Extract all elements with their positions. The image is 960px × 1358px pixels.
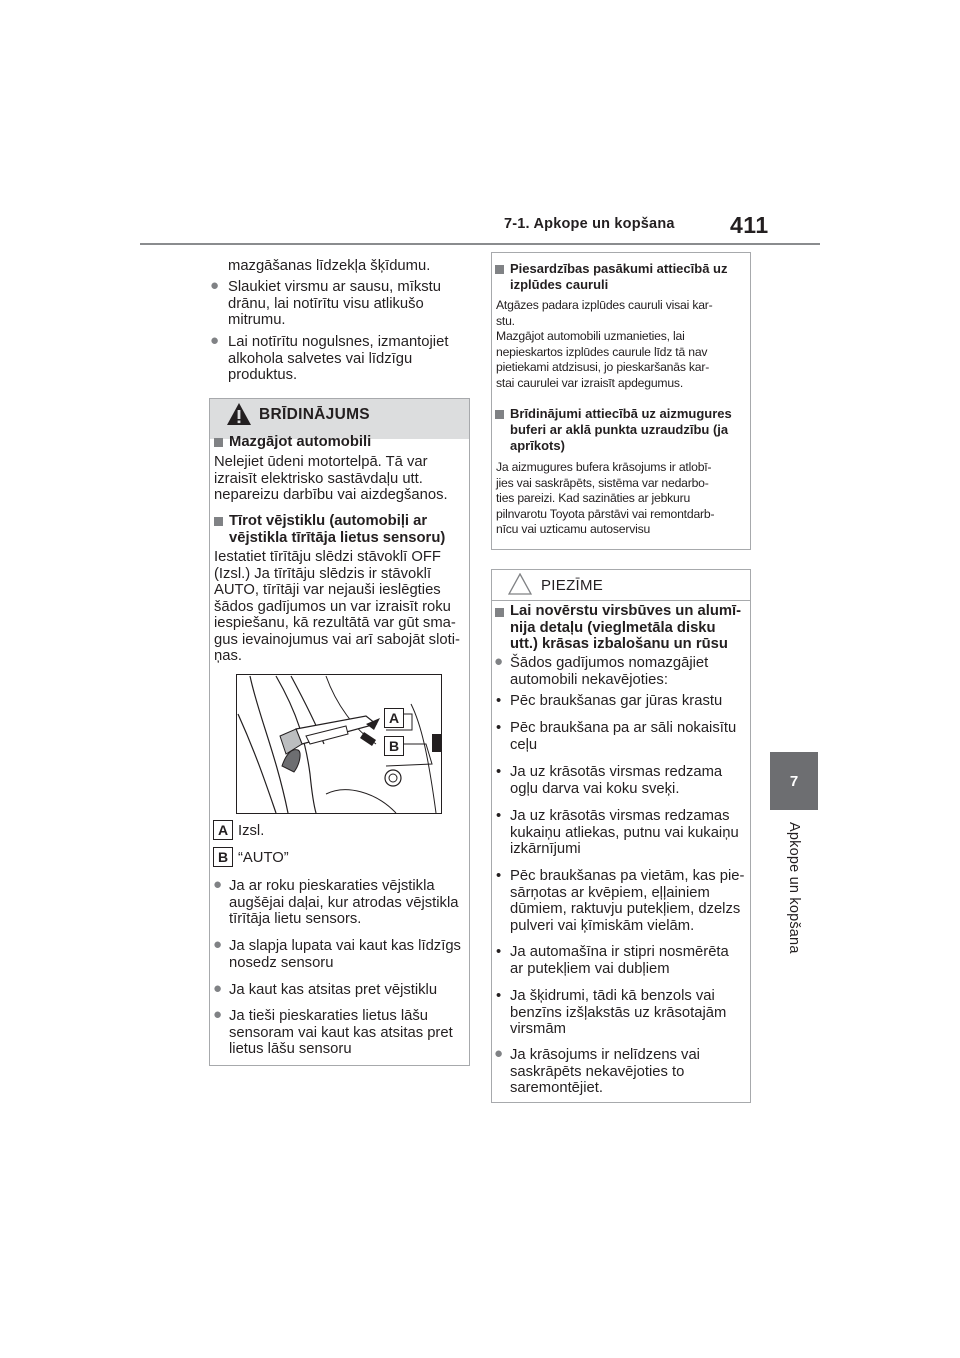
notice-section-title: Lai novērstu virsbūves un alumī- nija detaļu (vieglmetāla disku utt.) krāsas izbalošanu un rūsu [510,603,742,652]
bullet-dot: ● [213,936,223,953]
warning-sec1-body: Nelejiet ūdeni motortelpā. Tā var izraisīt elektrisko sastāvdaļu utt. nepareizu darbību vai aizdegšanos. [214,454,448,503]
section-square-icon [495,608,504,617]
legend-b-text: “AUTO” [238,850,289,866]
notice-item-5: Pēc braukšanas pa vietām, kas pie- sārņotas ar kvēpiem, eļļainiem dūmiem, raktuvju putekļiem, dzelzs pulveri vai ķīmiskām vielām. [510,868,745,934]
caution-sec2-body: Ja aizmugures bufera krāsojums ir atlobī- jies vai saskrāpēts, sistēma var nedarbo- ties pareizi. Kad sazināties ar jebkuru pilnvarotu Toyota pārstāvi vai remontdarb- nīcu vai uzticamu autoservisu [496,460,715,536]
left-bullet-2: Lai notīrītu nogulsnes, izmantojiet alkohola salvetes vai līdzīgu produktus. [228,334,449,383]
page-number: 411 [730,212,769,238]
notice-bullet-1: Šādos gadījumos nomazgājiet automobili nekavējoties: [510,655,709,688]
left-bullet-1: Slaukiet virsmu ar sausu, mīkstu drānu, lai notīrītu visu atlikušo mitrumu. [228,279,441,328]
notice-item-1: Pēc braukšanas gar jūras krastu [510,693,723,709]
warning-sec2-title: Tīrot vējstiklu (automobiļi ar vējstikla tīrītāja lietus sensoru) [229,513,446,546]
bullet-dot: ● [213,980,223,997]
warning-bullet-1: Ja ar roku pieskaraties vējstikla augšējai daļai, kur atrodas vējstikla tīrītāja lietu sensors. [229,878,459,927]
header-rule [140,243,820,245]
callout-b: B [384,736,404,756]
intro-line: mazgāšanas līdzekļa šķīdumu. [228,258,431,274]
section-square-icon [495,265,504,274]
section-square-icon [214,517,223,526]
section-square-icon [495,410,504,419]
section-title: 7-1. Apkope un kopšana [504,216,675,232]
chapter-title: Apkope un kopšana [786,822,802,954]
notice-item-dot: • [496,868,502,884]
notice-bullet-2: Ja krāsojums ir nelīdzens vai saskrāpēts nekavējoties to saremontējiet. [510,1047,700,1096]
notice-item-dot: • [496,808,502,824]
notice-item-dot: • [496,720,502,736]
notice-item-dot: • [496,764,502,780]
warning-bullet-3: Ja kaut kas atsitas pret vējstiklu [229,982,438,998]
bullet-dot: ● [494,653,504,670]
legend-a-badge: A [213,820,233,840]
notice-triangle-icon [508,573,532,595]
warning-triangle-icon [226,402,252,426]
chapter-title-vertical [786,822,808,982]
notice-item-7: Ja šķidrumi, tādi kā benzols vai benzīns izšļakstās uz krāsotajām virsmām [510,988,727,1037]
notice-item-2: Pēc braukšana pa ar sāli nokaisītu ceļu [510,720,737,753]
warning-bullet-2: Ja slapja lupata vai kaut kas līdzīgs nosedz sensoru [229,938,461,971]
section-square-icon [214,438,223,447]
caution-sec1-body: Atgāzes padara izplūdes cauruli visai kar- stu. Mazgājot automobili uzmanieties, lai nepieskartos izplūdes caurule līdz tā nav pietiekami atdzisusi, jo pieskaršanās kar- stai caurulei var izraisīt apdegumus. [496,298,713,390]
caution-sec2-title: Brīdinājumi attiecībā uz aizmugures buferi ar aklā punkta uzraudzību (ja aprīkots) [510,406,732,453]
notice-heading: PIEZĪME [541,577,604,594]
notice-item-3: Ja uz krāsotās virsmas redzama ogļu darva vai koku sveķi. [510,764,723,797]
warning-heading: BRĪDINĀJUMS [259,406,370,423]
notice-item-dot: • [496,988,502,1004]
bullet-dot: ● [210,332,220,349]
caution-sec1-title: Piesardzības pasākumi attiecībā uz izplūdes cauruli [510,261,728,292]
notice-item-dot: • [496,944,502,960]
warning-sec1-title: Mazgājot automobili [229,434,372,450]
legend-a-text: Izsl. [238,823,265,839]
notice-item-4: Ja uz krāsotās virsmas redzamas kukaiņu atliekas, putnu vai kukaiņu izkārnījumi [510,808,739,857]
bullet-dot: ● [494,1045,504,1062]
bullet-dot: ● [213,1006,223,1023]
bullet-dot: ● [210,277,220,294]
chapter-number: 7 [789,772,799,790]
notice-item-6: Ja automašīna ir stipri nosmērēta ar putekļiem vai dubļiem [510,944,729,977]
warning-sec2-body: Iestatiet tīrītāju slēdzi stāvoklī OFF (Izsl.) Ja tīrītāju slēdzis ir stāvoklī AUTO, tīrītāji var nejauši ieslēgties šādos gadījumos un var izraisīt roku iespiešanu, kā rezultātā var gūt sma- gus ievainojumus vai arī sabojāt sloti- ņas. [214,549,460,664]
wiper-switch-illustration [236,674,442,814]
notice-item-dot: • [496,693,502,709]
bullet-dot: ● [213,876,223,893]
callout-a: A [384,708,404,728]
chapter-tab[interactable] [770,752,818,810]
warning-bullet-4: Ja tieši pieskaraties lietus lāšu sensoram vai kaut kas atsitas pret lietus lāšu sensoru [229,1008,453,1057]
legend-b-badge: B [213,847,233,867]
